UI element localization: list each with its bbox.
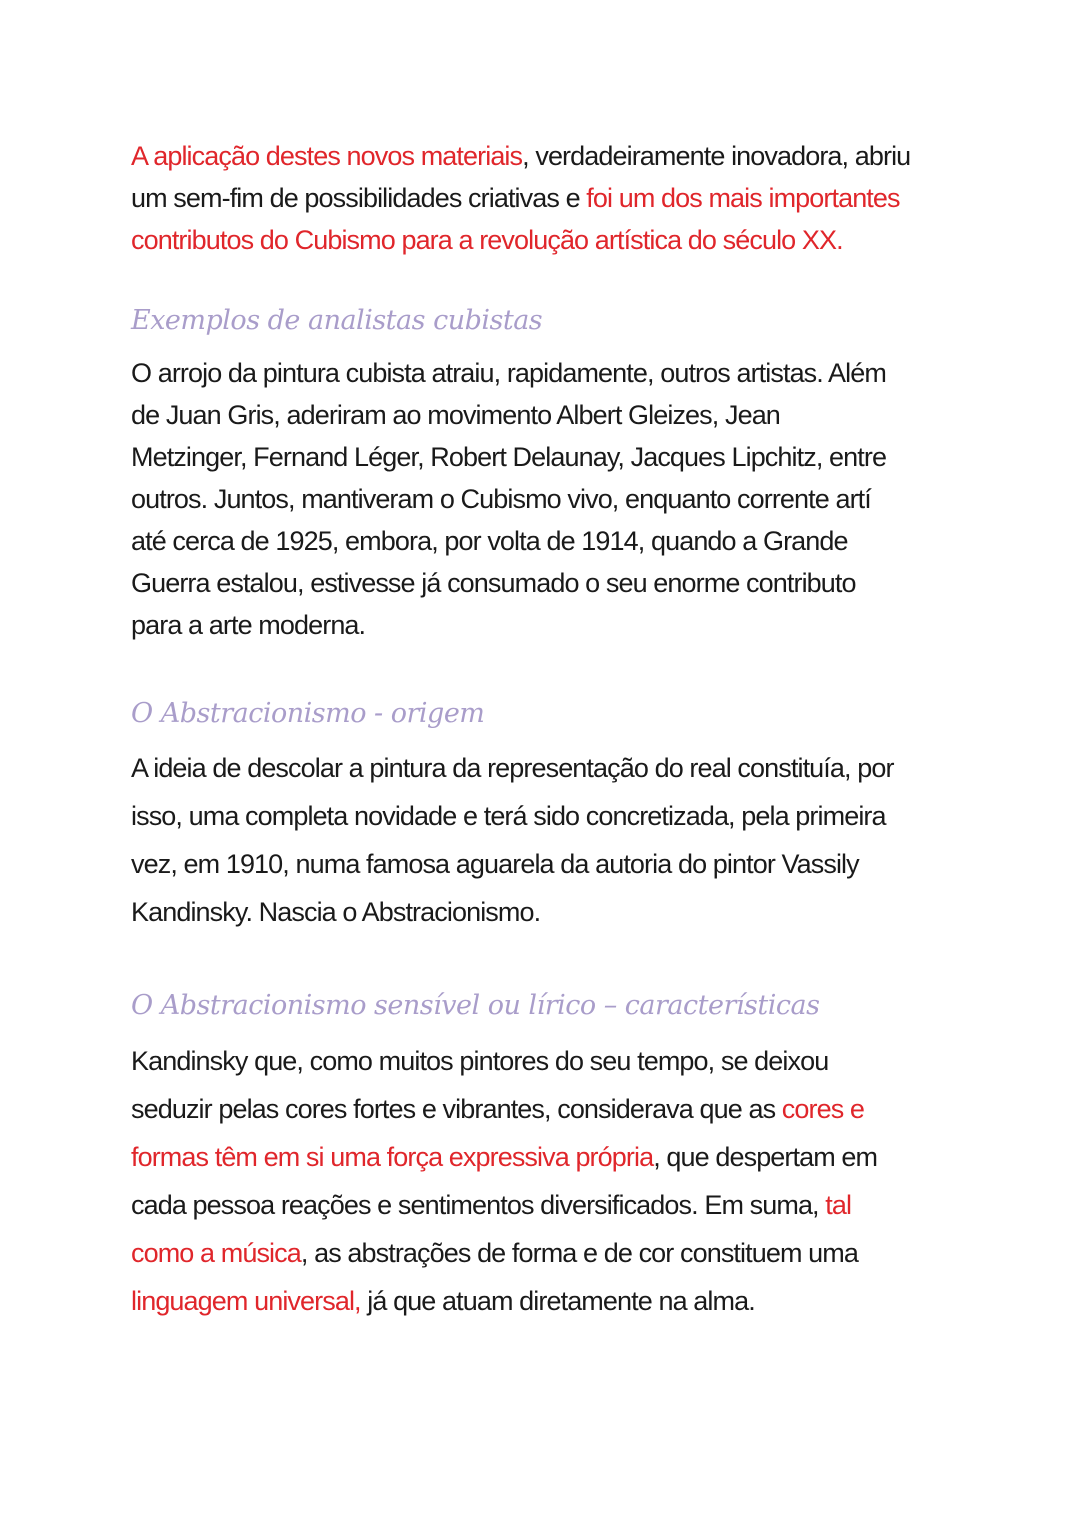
- paragraph-line: [131, 441, 886, 473]
- paragraph-line: [131, 1141, 877, 1173]
- paragraph-line: [131, 752, 894, 784]
- paragraph-line: [131, 1093, 864, 1125]
- section-heading: O Abstracionismo - origem: [131, 698, 485, 729]
- highlighted-text: A aplicação destes novos materiais: [131, 141, 523, 171]
- highlighted-text: tal: [825, 1190, 852, 1220]
- body-text: , que despertam em: [653, 1142, 878, 1172]
- paragraph-line: [131, 567, 856, 599]
- paragraph-line: [131, 182, 900, 214]
- body-text: Kandinsky que, como muitos pintores do seu tempo, se deixou: [131, 1046, 829, 1076]
- highlighted-text: como a música: [131, 1238, 301, 1268]
- body-text: cada pessoa reações e sentimentos diversificados. Em suma,: [131, 1190, 826, 1220]
- body-text: , verdadeiramente inovadora, abriu: [522, 141, 911, 171]
- paragraph-line: [131, 1285, 755, 1317]
- paragraph-line: [131, 399, 780, 431]
- body-text: , as abstrações de forma e de cor constituem uma: [300, 1238, 858, 1268]
- paragraph-line: [131, 140, 910, 172]
- highlighted-text: formas têm em si uma força expressiva própria: [131, 1142, 654, 1172]
- section-heading: O Abstracionismo sensível ou lírico – características: [131, 990, 820, 1021]
- section-heading: Exemplos de analistas cubistas: [131, 305, 543, 336]
- body-text: Kandinsky. Nascia o Abstracionismo.: [131, 897, 541, 927]
- body-text: vez, em 1910, numa famosa aguarela da autoria do pintor Vassily: [131, 849, 859, 879]
- body-text: isso, uma completa novidade e terá sido concretizada, pela primeira: [131, 801, 886, 831]
- paragraph-line: [131, 224, 843, 256]
- paragraph-line: [131, 483, 871, 515]
- body-text: Metzinger, Fernand Léger, Robert Delaunay, Jacques Lipchitz, entre: [131, 442, 887, 472]
- body-text: A ideia de descolar a pintura da representação do real constituía, por: [131, 753, 894, 783]
- paragraph-line: [131, 1237, 858, 1269]
- body-text: Guerra estalou, estivesse já consumado o seu enorme contributo: [131, 568, 856, 598]
- highlighted-text: cores e: [781, 1094, 865, 1124]
- body-text: O arrojo da pintura cubista atraiu, rapidamente, outros artistas. Além: [131, 358, 886, 388]
- paragraph-line: [131, 357, 886, 389]
- body-text: até cerca de 1925, embora, por volta de 1914, quando a Grande: [131, 526, 848, 556]
- highlighted-text: contributos do Cubismo para a revolução artística do século XX.: [131, 225, 843, 255]
- paragraph-line: [131, 1045, 828, 1077]
- paragraph-line: [131, 1189, 851, 1221]
- body-text: de Juan Gris, aderiram ao movimento Albert Gleizes, Jean: [131, 400, 780, 430]
- highlighted-text: linguagem universal,: [131, 1286, 361, 1316]
- body-text: outros. Juntos, mantiveram o Cubismo vivo, enquanto corrente artí: [131, 484, 871, 514]
- paragraph-line: [131, 848, 859, 880]
- paragraph-line: [131, 525, 848, 557]
- paragraph-line: [131, 800, 886, 832]
- paragraph-line: [131, 896, 540, 928]
- body-text: para a arte moderna.: [131, 610, 366, 640]
- paragraph-line: [131, 609, 365, 641]
- highlighted-text: foi um dos mais importantes: [586, 183, 900, 213]
- body-text: um sem-fim de possibilidades criativas e: [131, 183, 587, 213]
- body-text: seduzir pelas cores fortes e vibrantes, considerava que as: [131, 1094, 782, 1124]
- body-text: já que atuam diretamente na alma.: [360, 1286, 755, 1316]
